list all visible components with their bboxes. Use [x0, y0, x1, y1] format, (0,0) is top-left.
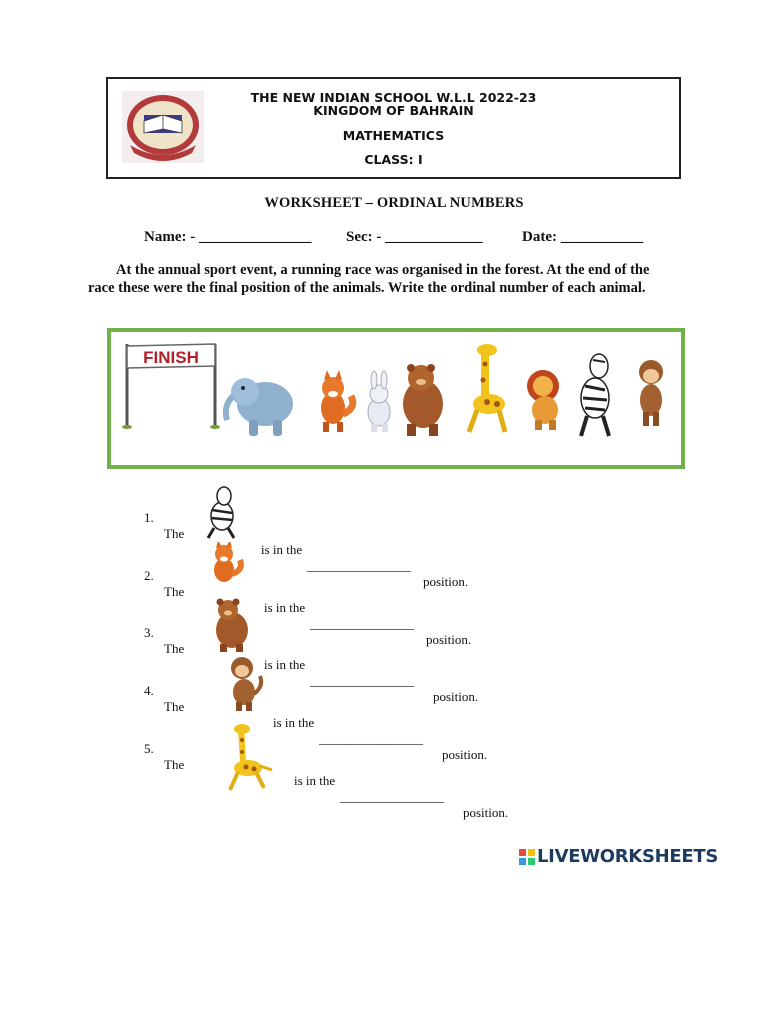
bear-icon [403, 364, 443, 436]
question-end: position. [423, 574, 469, 589]
instructions [88, 261, 692, 297]
giraffe-icon [224, 722, 276, 792]
sec-field[interactable]: Sec: - _____________ [346, 229, 483, 245]
question-number: 2. [144, 568, 154, 583]
name-field[interactable]: Name: - _______________ [144, 229, 312, 245]
zebra-icon [202, 486, 242, 540]
zebra-icon [581, 354, 609, 436]
class-label: CLASS: I [364, 152, 423, 167]
question-the: The [164, 526, 185, 541]
question-end: position. [426, 632, 472, 647]
date-field[interactable]: Date: ___________ [522, 229, 644, 245]
question-5 [0, 725, 509, 837]
instruction-line-1: At the annual sport event, a running race was organised in the forest. At the end of the [116, 262, 650, 278]
question-end: position. [433, 689, 479, 704]
giraffe-icon [469, 344, 505, 432]
question-the: The [164, 699, 185, 714]
question-end: position. [442, 747, 488, 762]
question-end: position. [463, 805, 509, 820]
liveworksheets-logo [519, 846, 718, 866]
finish-banner [122, 344, 220, 429]
school-name: THE NEW INDIAN SCHOOL W.L.L 2022-23 [250, 90, 537, 105]
question-mid: is in the [261, 542, 303, 557]
race-scene [107, 328, 685, 469]
question-the: The [164, 584, 185, 599]
liveworksheets-icon [519, 849, 535, 865]
answer-blank-4[interactable]: ________________ [319, 731, 423, 746]
lion-icon [527, 370, 559, 430]
answer-blank-2[interactable]: ________________ [310, 616, 414, 631]
subject: MATHEMATICS [342, 128, 445, 143]
fox-icon [206, 542, 246, 586]
answer-blank-3[interactable]: ________________ [310, 673, 414, 688]
brand-name: LIVEWORKSHEETS [537, 846, 719, 867]
question-the: The [164, 641, 185, 656]
elephant-icon [226, 378, 293, 436]
question-number: 5. [144, 741, 154, 756]
country-name: KINGDOM OF BAHRAIN [313, 103, 474, 118]
monkey-icon [639, 360, 663, 426]
question-number: 4. [144, 683, 154, 698]
finish-label: FINISH [143, 348, 199, 367]
fox-icon [321, 370, 353, 432]
question-mid: is in the [273, 715, 315, 730]
question-number: 1. [144, 510, 154, 525]
bear-icon [208, 598, 254, 652]
question-mid: is in the [264, 657, 306, 672]
school-header [106, 77, 681, 179]
rabbit-icon [368, 371, 390, 432]
question-mid: is in the [294, 773, 336, 788]
instruction-line-2: race these were the final position of the animals. Write the ordinal number of each animal. [88, 280, 646, 296]
question-number: 3. [144, 625, 154, 640]
question-mid: is in the [264, 600, 306, 615]
answer-blank-5[interactable]: ________________ [340, 789, 444, 804]
monkey-icon [222, 656, 266, 712]
question-the: The [164, 757, 185, 772]
answer-blank-1[interactable]: ________________ [307, 558, 411, 573]
worksheet-title: WORKSHEET – ORDINAL NUMBERS [264, 195, 524, 211]
